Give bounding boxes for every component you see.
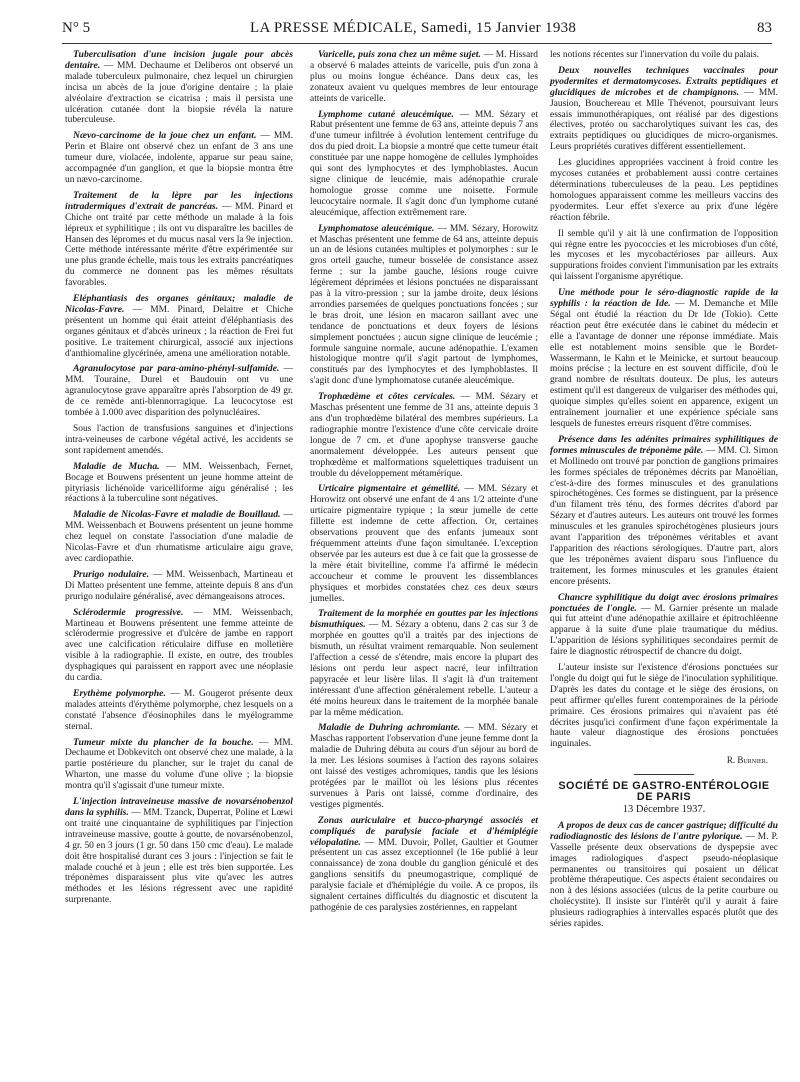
header-rule <box>62 43 772 44</box>
article-body: — M. P. Vasselle présente deux observations de dyspepsie avec images radiologiques d'aspect pseudo-néoplasique permanentes ou transitoires qui posaient un délicat problème thérapeutique. Ces aspects étaient secondaires ou non à des lésions associées (ulcus de la petite courbure ou cholécystite). Il insiste sur l'intérêt qu'il y aurait à faire plusieurs radiographies à intervalles espacés plutôt que des séries rapides. <box>550 831 779 930</box>
article-body: — MM. Perin et Blaire ont observé chez un enfant de 3 ans une tumeur dure, violacée, indolente, apparue sur peau saine, accompagnée d'un ganglion, et que la biopsie montra être un nævo-carcinome. <box>65 131 293 185</box>
article-entry <box>310 224 538 388</box>
article-entry <box>310 484 538 604</box>
article-title: Nævo-carcinome de la joue chez un enfant. <box>73 130 257 142</box>
society-heading: SOCIÉTÉ DE GASTRO-ENTÉROLOGIE DE PARIS <box>558 780 770 804</box>
article-body: — MM. Dechaume et Dobkevitch ont observé chez une malade, à la partie postérieure du plancher, sur le trajet du canal de Wharton, une masse du volume d'une olive ; la biopsie montra qu'il s'agissait d'une tumeur mixte. <box>65 737 293 792</box>
article-entry <box>310 50 538 105</box>
article-body: — MM. Sézary et Horowitz ont observé une enfant de 4 ans 1/2 atteinte d'une urticaire pigmentaire typique ; la sœur jumelle de cette fillette est indemne de cette affection. Or, certaines observations prouvent que des enfants jumeaux sont fréquemment atteints d'une façon simultanée. L'exception observée par les auteurs est due à ce fait que la grossesse de la mère était bivitelline, comme l'a affirmé le médecin accoucheur et comme le prouvent les dissemblances physiques et morbides constatées chez ces deux sœurs jumelles. <box>310 484 538 604</box>
article-body: — MM. Duvoir, Pollet, Gaultier et Goutner présentent un cas assez exceptionnel (le 16e publié à leur connaissance) de zona double du ganglion géniculé et des ganglions sensitifs du pneumogastrique, compliqué de paralysie faciale et d'hémiplégie du voile. A ce propos, ils signalent certaines difficultés du diagnostic et discutent la pathogénie de ces paralysies zostériennes, en rappelant <box>310 837 538 913</box>
article-title: Lymphomatose aleucémique. <box>318 222 435 234</box>
article-paragraph: L'auteur insiste sur l'existence d'érosions ponctuées sur l'ongle du doigt qui fut le siège de l'inoculation syphilitique. D'après les dates du contage et le siège des érosions, on peut affirmer qu'elles furent contemporaines de la période primaire. Ces érosions primaires qui n'avaient pas été décrites jusqu'ici confirment d'une façon expérimentale la haute valeur diagnostique des érosions ponctuées inguinales. <box>550 663 778 750</box>
article-title: Tuberculisation d'une incision jugale pour abcès dentaire. <box>65 49 293 71</box>
article-body: — MM. Sézary et Rabut présentent une femme de 63 ans, atteinte depuis 7 ans d'une tumeur infiltrée à évolution lentement centrifuge du dos du pied droit. La biopsie a montré que cette tumeur était constituée par une nappe homogène de cellules lymphoïdes qui sont des lymphocytes et des lymphoblastes. Aucun signe clinique de leucémie, mais adénopathie crurale homologue grosse comme une noisette. Formule leucocytaire normale. Il s'agit donc d'un lymphome cutané aleucémique, affection extrêmement rare. <box>310 109 538 218</box>
article-body: — MM. Jausion, Bouchereau et Mlle Thévenot, poursuivant leurs essais immunothérapiques, ont réalisé par des digestions électives, protéo ou saccharolytiques suivant les cas, des extraits peptidiques ou glucidiques de micro-organismes. Leurs propriétés curatives diffèrent essentiellement. <box>550 87 778 153</box>
article-entry <box>310 110 538 219</box>
column-2 <box>310 50 538 919</box>
article-title: Trophœdème et côtes cervicales. <box>318 391 456 403</box>
article-entry <box>65 608 293 684</box>
article-body: — MM. Weissenbach, Martineau et Bouwens présentent une femme atteinte de sclérodermie progressive et d'ulcère de jambe en rapport avec une calcification réticulaire diffuse en molletière visible à la radiographie. Il existe, en outre, des troubles dysphagiques qui paraissent en rapport avec une néoplasie du cardia. <box>65 607 293 684</box>
article-title: Sclérodermie progressive. <box>73 606 184 618</box>
article-entry <box>310 392 538 479</box>
article-entry <box>550 435 778 588</box>
article-body: — MM. Cl. Simon et Mollinedo ont trouvé par ponction de ganglions primaires les formes spéciales de tréponèmes décrits par Manoëlian, c'est-à-dire des formes minuscules et des granulations spirochétogènes. Ces formes se distinguent, par la présence d'un filament très ténu, des formes décrites d'abord par Sézary et d'autres auteurs. Les auteurs ont trouvé les formes minuscules et les granules spirochétogènes plusieurs jours avant l'apparition des tréponèmes véritables et avant l'apparition des réactions sérologiques. D'autre part, alors que les tréponèmes avaient disparu sous l'influence du traitement, les formes minuscules et les granules étaient encore présents. <box>550 445 778 587</box>
article-title: Maladie de Mucha. <box>73 460 160 472</box>
article-title: Eléphantiasis des organes génitaux; maladie de Nicolas-Favre. <box>65 293 293 315</box>
article-title: Une méthode pour le séro-diagnostic rapide de la syphilis : la réaction de Ide. <box>550 287 778 310</box>
article-title: Chancre syphilitique du doigt avec érosions primaires ponctuées de l'ongle. <box>550 591 778 614</box>
article-body: — MM. Pinard et Chiche ont traité par cette méthode un malade à la fois lépreux et syphilitique ; ils ont vu disparaître les bacilles de Hansen des lépromes et du mucus nasal vers la 9e injection. Cette méthode intéressante mérite d'être expérimentée sur une plus grande échelle, mais tous les extraits pancréatiques du commerce ne donnent pas les mêmes résultats favorables. <box>65 201 294 289</box>
article-entry <box>550 593 778 658</box>
article-entry <box>65 689 293 733</box>
article-paragraph: Les glucidines appropriées vaccinent à froid contre les mycoses cutanées et probablement aussi contre certaines déterminations tuberculeuses de la peau. Les peptidines homologues apparaissent comme les meilleurs vaccins des pyodermites. Leur effet s'exerce au prix d'une légère réaction fébrile. <box>550 158 778 223</box>
article-entry <box>65 294 293 359</box>
article-paragraph: Sous l'action de transfusions sanguines et d'injections intra-veineuses de carbone végétal activé, les accidents se sont rapidement amendés. <box>65 424 293 456</box>
article-paragraph: Il semble qu'il y ait là une confirmation de l'opposition qui règne entre les pyococcies et les microbioses d'un côté, les mycoses et les mycobactérioses par ailleurs. Aux suppurations froides convient l'immunisation par les extraits qui laissent l'organisme apyrétique. <box>550 228 778 283</box>
article-entry <box>550 288 778 430</box>
page-header <box>62 20 772 40</box>
article-body: — MM. Sézary, Horowitz et Maschas présentent une femme de 64 ans, atteinte depuis un an de lésions cutanées multiples et polymorphes : sur le gros orteil gauche, tumeur bosselée de consistance assez ferme ; sur la jambe gauche, lésions rouge cuivre légèrement déprimées et lésions ponctuées ne disparaissant pas à la vitro-pression ; sur la jambe droite, deux lésions arrondies parsemées de quelques ponctuations foncées ; sur le bras droit, une lésion en macaron saillant avec une tendance de ponctuations et deux foyers de lésions simplement ponctuées ; aucun signe clinique de leucémie ; formule sanguine normale, aucune adénopathie. L'examen histologique montre qu'il s'agit partout de lymphomes, constitués par des lymphocytes et des lymphoblastes. Il s'agit donc d'une lymphomatose cutanée aleucémique. <box>310 223 538 387</box>
article-title: Varicelle, puis zona chez un même sujet. <box>318 49 481 60</box>
article-title: Prurigo nodulaire. <box>73 568 150 580</box>
article-entry <box>310 723 538 810</box>
issue-number: N° 5 <box>62 20 91 36</box>
article-title: Tumeur mixte du plancher de la bouche. <box>73 736 254 748</box>
article-title: Erythème polymorphe. <box>73 687 166 699</box>
article-entry <box>550 66 778 153</box>
article-body: — MM. Sézary et Maschas présentent une femme de 31 ans, atteinte depuis 3 ans d'un trophœdème bilatéral des membres supérieurs. La radiographie montre l'existence d'une côte cervicale droite longue de 7 cm. et d'une apophyse transverse gauche anormalement développée. Les auteurs pensent que trophœdème et malformations squelettiques traduisent un trouble du développement métamérique. <box>310 392 538 479</box>
article-body: — M. Demanche et Mlle Ségal ont étudié la réaction du Dr Ide (Tokio). Cette réaction peut être exécutée dans le cabinet du médecin et elle a l'avantage de donner une réponse immédiate. Mais elle est notablement moins sensible que le Bordet-Wassermann, le Kahn et le Meinicke, et surtout beaucoup moins précise ; la lecture en est souvent difficile, d'où le grand nombre de résultats douteux. De plus, les auteurs estiment qu'il est dangereux de vulgariser des méthodes qui, quoique simples qu'elles soient en apparence, exigent un entraînement journalier et une expérience spéciale sans lesquels de funestes erreurs risquent d'être commises. <box>550 299 778 429</box>
article-entry <box>65 797 293 906</box>
article-body: — M. Sézary a obtenu, dans 2 cas sur 3 de morphée en gouttes qu'il a traités par des injections de bismuth, un résultat vraiment remarquable. Non seulement l'affection a cessé de s'étendre, mais encore la plupart des lésions ont perdu leur aspect nacré, leur infiltration papyracée et leur lisère lilas. Il s'agit là d'un traitement intéressant d'une affection généralement rebelle. L'auteur a été moins heureux dans le traitement de la morphée banale par la même médication. <box>310 620 538 718</box>
article-title: Zonas auriculaire et bucco-pharyngé associés et compliqués de paralysie faciale et d'hémiplégie vélopalatine. <box>310 814 538 848</box>
article-entry <box>65 364 293 419</box>
article-entry <box>310 609 538 718</box>
article-entry <box>65 131 293 186</box>
separator-rule <box>634 774 694 775</box>
article-body: — MM. Weissenbach, Fernet, Bocage et Bouwens présentent un jeune homme atteint de pityriasis lichénoïde varicelliforme aigu généralisé ; les réactions à la tuberculine sont négatives. <box>65 461 293 505</box>
journal-title: LA PRESSE MÉDICALE, Samedi, 15 Janvier 1938 <box>250 20 577 36</box>
article-entry <box>65 191 293 289</box>
article-title: Traitement de la morphée en gouttes par les injections bismuthiques. <box>310 608 538 631</box>
article-body: — MM. Pinard, Delaitre et Chiche présentent un homme qui était atteint d'éléphantiasis des organes génitaux et d'abcès urineux ; la réaction de Frei fut positive. Le traitement chirurgical, associé aux injections d'anthiomaline glycérinée, amena une amélioration notable. <box>65 304 293 359</box>
signature: R. Burnier. <box>726 755 768 766</box>
article-title: Deux nouvelles techniques vaccinales pour pyodermites et dermatomycoses. Extraits peptidiques et glucidiques de microbes et de champignons. <box>550 64 778 98</box>
article-title: Présence dans les adénites primaires syphilitiques de formes minuscules de tréponème pâle. <box>550 433 778 456</box>
article-entry <box>65 570 293 603</box>
article-body: — M. Gougerot présente deux malades atteints d'érythème polymorphe, chez lesquels on a constaté l'absence d'éosinophiles dans le myélogramme sternal. <box>65 688 293 732</box>
article-title: Maladie de Nicolas-Favre et maladie de Bouillaud. <box>73 509 281 521</box>
article-title: A propos de deux cas de cancer gastrique; difficulté du radiodiagnostic des lésions de l'antre pylorique. <box>550 819 778 842</box>
column-3-intro: les notions récentes sur l'innervation du voile du palais. <box>550 50 760 60</box>
article-entry <box>65 510 293 565</box>
article-title: Urticaire pigmentaire et gémellité. <box>318 483 461 495</box>
article-title: Traitement de la lèpre par les injections intradermiques d'extrait de pancréas. <box>65 189 293 212</box>
article-entry <box>65 50 293 126</box>
page-number: 83 <box>757 20 772 36</box>
article-title: Maladie de Duhring achromiante. <box>318 722 461 734</box>
article-title: Agranulocytose par para-amino-phényl-sulfamide. <box>73 363 280 375</box>
article-title: L'injection intraveineuse massive de novarsénobenzol dans la syphilis. <box>65 796 293 818</box>
article-body: — M. Hissard a observé 6 malades atteints de varicelle, puis d'un zona à plus ou moins longue échéance. Dans deux cas, les zonateux avaient vu quelques membres de leur entourage atteints de varicelle. <box>310 50 538 104</box>
article-body: — MM. Touraine, Durel et Baudouin ont vu une agranulocytose grave apparaître après l'absorption de 49 gr. de ce remède anti-blennorragique. La leucocytose est tombée à 1.000 avec disparition des polynucléaires. <box>65 364 294 419</box>
article-entry <box>65 738 293 793</box>
article-body: — M. Garnier présente un malade qui fut atteint d'une adénopathie axillaire et épitrochléenne apparue à la suite d'une plaie traumatique du médius. L'apparition de lésions syphilitiques secondaires permit de faire le diagnostic rétrospectif de chancre du doigt. <box>550 603 778 658</box>
society-date: 13 Décembre 1937. <box>622 804 706 815</box>
column-3 <box>550 50 778 935</box>
article-body: — MM. Tzanck, Duperrat, Poline et Lœwi ont traité une cinquantaine de syphilitiques par l'injection intraveineuse massive, goutte à goutte, de novarsénobenzol, 4 gr. 50 en 3 jours (1 gr. 50 dans 150 cmc d'eau). Le malade doit être hospitalisé durant ces 3 jours : l'injection se fait le malade couché et à jeun ; elle est très bien supportée. Les tréponèmes disparaissent plus vite qu'avec les autres méthodes et les lésions régressent avec une rapidité surprenante. <box>65 808 293 906</box>
article-body: — MM. Sézary et Maschas rapportent l'observation d'une jeune femme dont la maladie de Duhring débuta au cours d'un séjour au bord de la mer. Les lésions soumises à l'action des rayons solaires ont laissé des vestiges achromiques, tandis que les lésions protégées par le maillot où les lésions plus récentes survenues à Paris ont laissé, comme d'ordinaire, des vestiges pigmentés. <box>310 723 539 810</box>
article-body: — MM. Weissenbach et Bouwens présentent un jeune homme chez lequel on constate l'association d'une maladie de Nicolas-Favre et d'un rhumatisme articulaire aigu grave, avec cardiopathie. <box>65 510 293 564</box>
article-entry <box>65 462 293 506</box>
article-title: Lymphome cutané aleucémique. <box>318 108 454 120</box>
article-entry <box>550 821 778 930</box>
column-1 <box>65 50 293 911</box>
article-body: — MM. Weissenbach, Martineau et Di Matteo présentent une femme, atteinte depuis 8 ans d'un prurigo nodulaire généralisé, avec démangeaisons atroces. <box>65 569 293 602</box>
article-entry <box>310 816 538 914</box>
article-body: — MM. Dechaume et Deliberos ont observé un malade tuberculeux pulmonaire, chez lequel un chirurgien incisa un abcès de la joue d'origine dentaire ; la plaie alvéolaire d'extraction se cicatrisa ; mais il persista une ulcération cutanée dont la biopsie révéla la nature tuberculeuse. <box>65 60 293 126</box>
